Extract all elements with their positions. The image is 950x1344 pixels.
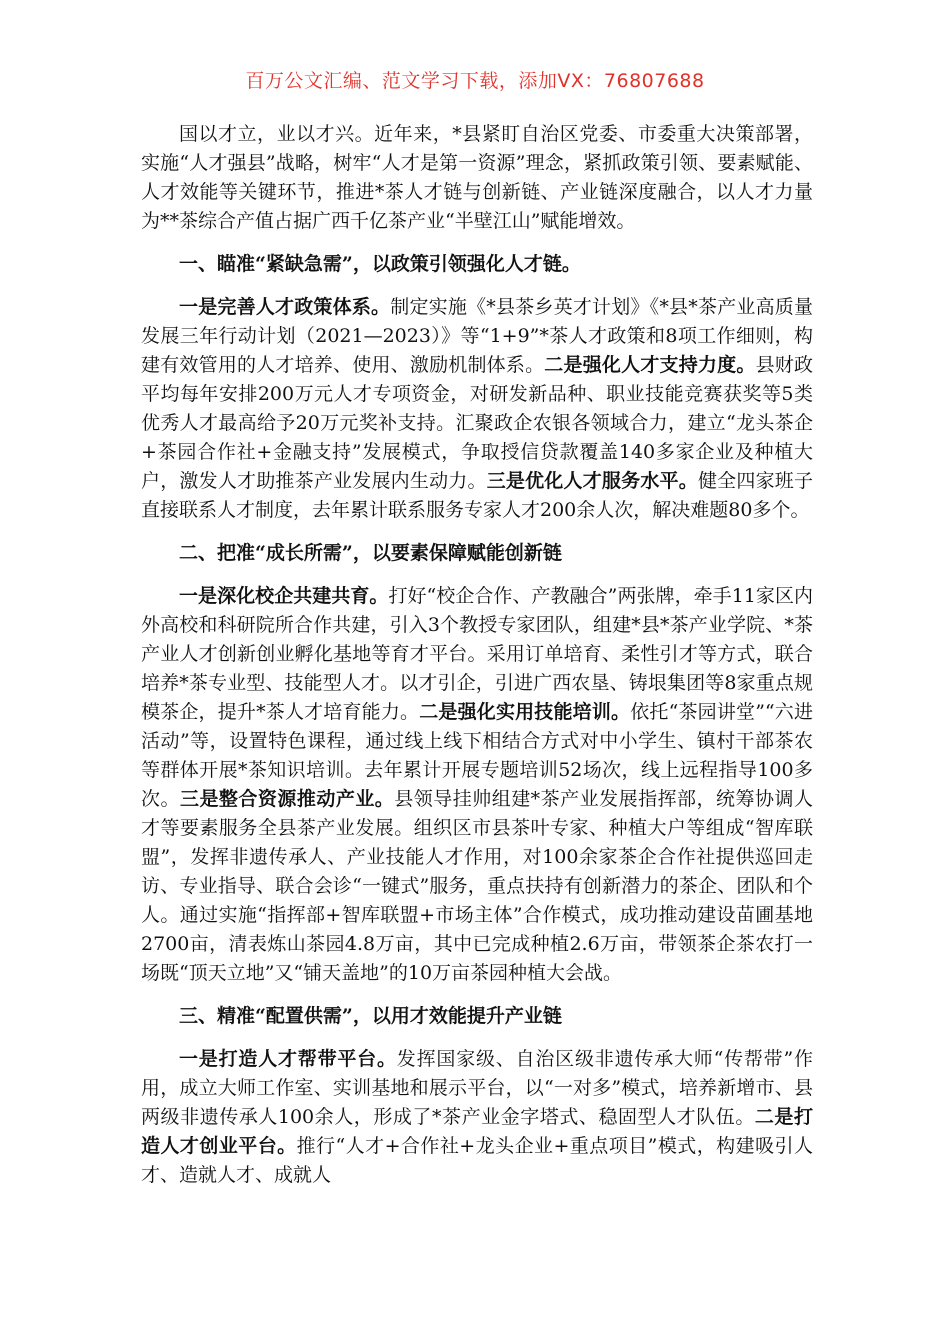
section-1-paragraph (141, 293, 813, 525)
point-3-2-title: 二是打造人才创业平台。 (141, 1106, 813, 1157)
section-2-paragraph (141, 582, 813, 988)
point-1-2-title: 二是强化人才支持力度。 (544, 354, 756, 376)
point-2-1-text: 打好“校企合作、产教融合”两张牌，牵手11家区内外高校和科研院所合作共建，引入3个教授专家团队，组建*县*茶产业学院、*茶产业人才创新创业孵化基地等育才平台。采用订单培育、柔性引才等方式，联合培养*茶专业型、技能型人才。以才引企，引进广西农垦、铸垠集团等8家重点规模茶企，提升*茶人才培育能力。 (141, 585, 813, 723)
section-2-heading: 二、把准“成长所需”，以要素保障赋能创新链 (179, 542, 562, 564)
point-1-3-title: 三是优化人才服务水平。 (486, 470, 698, 492)
point-1-2-text: 县财政平均每年安排200万元人才专项资金，对研发新品种、职业技能竞赛获奖等5类优秀人才最高给予20万元奖补支持。汇聚政企农银各领域合力，建立“龙头茶企+茶园合作社+金融支持”发展模式，争取授信贷款覆盖140多家企业及种植大户，激发人才助推茶产业发展内生动力。 (141, 354, 813, 492)
point-3-1-title: 一是打造人才帮带平台。 (179, 1048, 397, 1070)
section-3-paragraph (141, 1045, 813, 1190)
watermark-header: 百万公文汇编、范文学习下载，添加VX：76807688 (245, 70, 705, 92)
point-1-1-text: 制定实施《*县茶乡英才计划》《*县*茶产业高质量发展三年行动计划（2021—2023）》等“1+9”*茶人才政策和8项工作细则，构建有效管用的人才培养、使用、激励机制体系。 (141, 296, 813, 376)
point-2-3-text: 县领导挂帅组建*茶产业发展指挥部，统筹协调人才等要素服务全县茶产业发展。组织区市县茶叶专家、种植大户等组成“智库联盟”，发挥非遗传承人、产业技能人才作用，对100余家茶企合作社提供巡回走访、专业指导、联合会诊“一键式”服务，重点扶持有创新潜力的茶企、团队和个人。通过实施“指挥部+智库联盟+市场主体”合作模式，成功推动建设苗圃基地2700亩，清表炼山茶园4.8万亩，其中已完成种植2.6万亩，带领茶企茶农打一场既“顶天立地”又“铺天盖地”的10万亩茶园种植大会战。 (141, 788, 813, 984)
section-3-heading: 三、精准“配置供需”，以用才效能提升产业链 (179, 1005, 562, 1027)
article-body (141, 120, 813, 1190)
intro-paragraph: 国以才立，业以才兴。近年来，*县紧盯自治区党委、市委重大决策部署，实施“人才强县”战略，树牢“人才是第一资源”理念，紧抓政策引领、要素赋能、人才效能等关键环节，推进*茶人才链与创新链、产业链深度融合，以人才力量为**茶综合产值占据广西千亿茶产业“半壁江山”赋能增效。 (141, 123, 813, 232)
point-1-1-title: 一是完善人才政策体系。 (179, 296, 391, 318)
point-2-2-title: 二是强化实用技能培训。 (419, 701, 631, 723)
point-3-2-text: 推行“人才+合作社+龙头企业+重点项目”模式，构建吸引人才、造就人才、成就人 (141, 1135, 813, 1186)
point-1-3-text: 健全四家班子直接联系人才制度，去年累计联系服务专家人才200余人次，解决难题80多个。 (141, 470, 813, 521)
section-1-heading: 一、瞄准“紧缺急需”，以政策引领强化人才链。 (179, 253, 581, 275)
point-2-2-text: 依托“茶园讲堂”“六进活动”等，设置特色课程，通过线上线下相结合方式对中小学生、镇村干部茶农等群体开展*茶知识培训。去年累计开展专题培训52场次，线上远程指导100多次。 (141, 701, 813, 810)
point-3-1-text: 发挥国家级、自治区级非遗传承大师“传帮带”作用，成立大师工作室、实训基地和展示平台，以“一对多”模式，培养新增市、县两级非遗传承人100余人，形成了*茶产业金字塔式、稳固型人才队伍。 (141, 1048, 813, 1128)
point-2-3-title: 三是整合资源推动产业。 (179, 788, 395, 810)
point-2-1-title: 一是深化校企共建共育。 (179, 585, 389, 607)
